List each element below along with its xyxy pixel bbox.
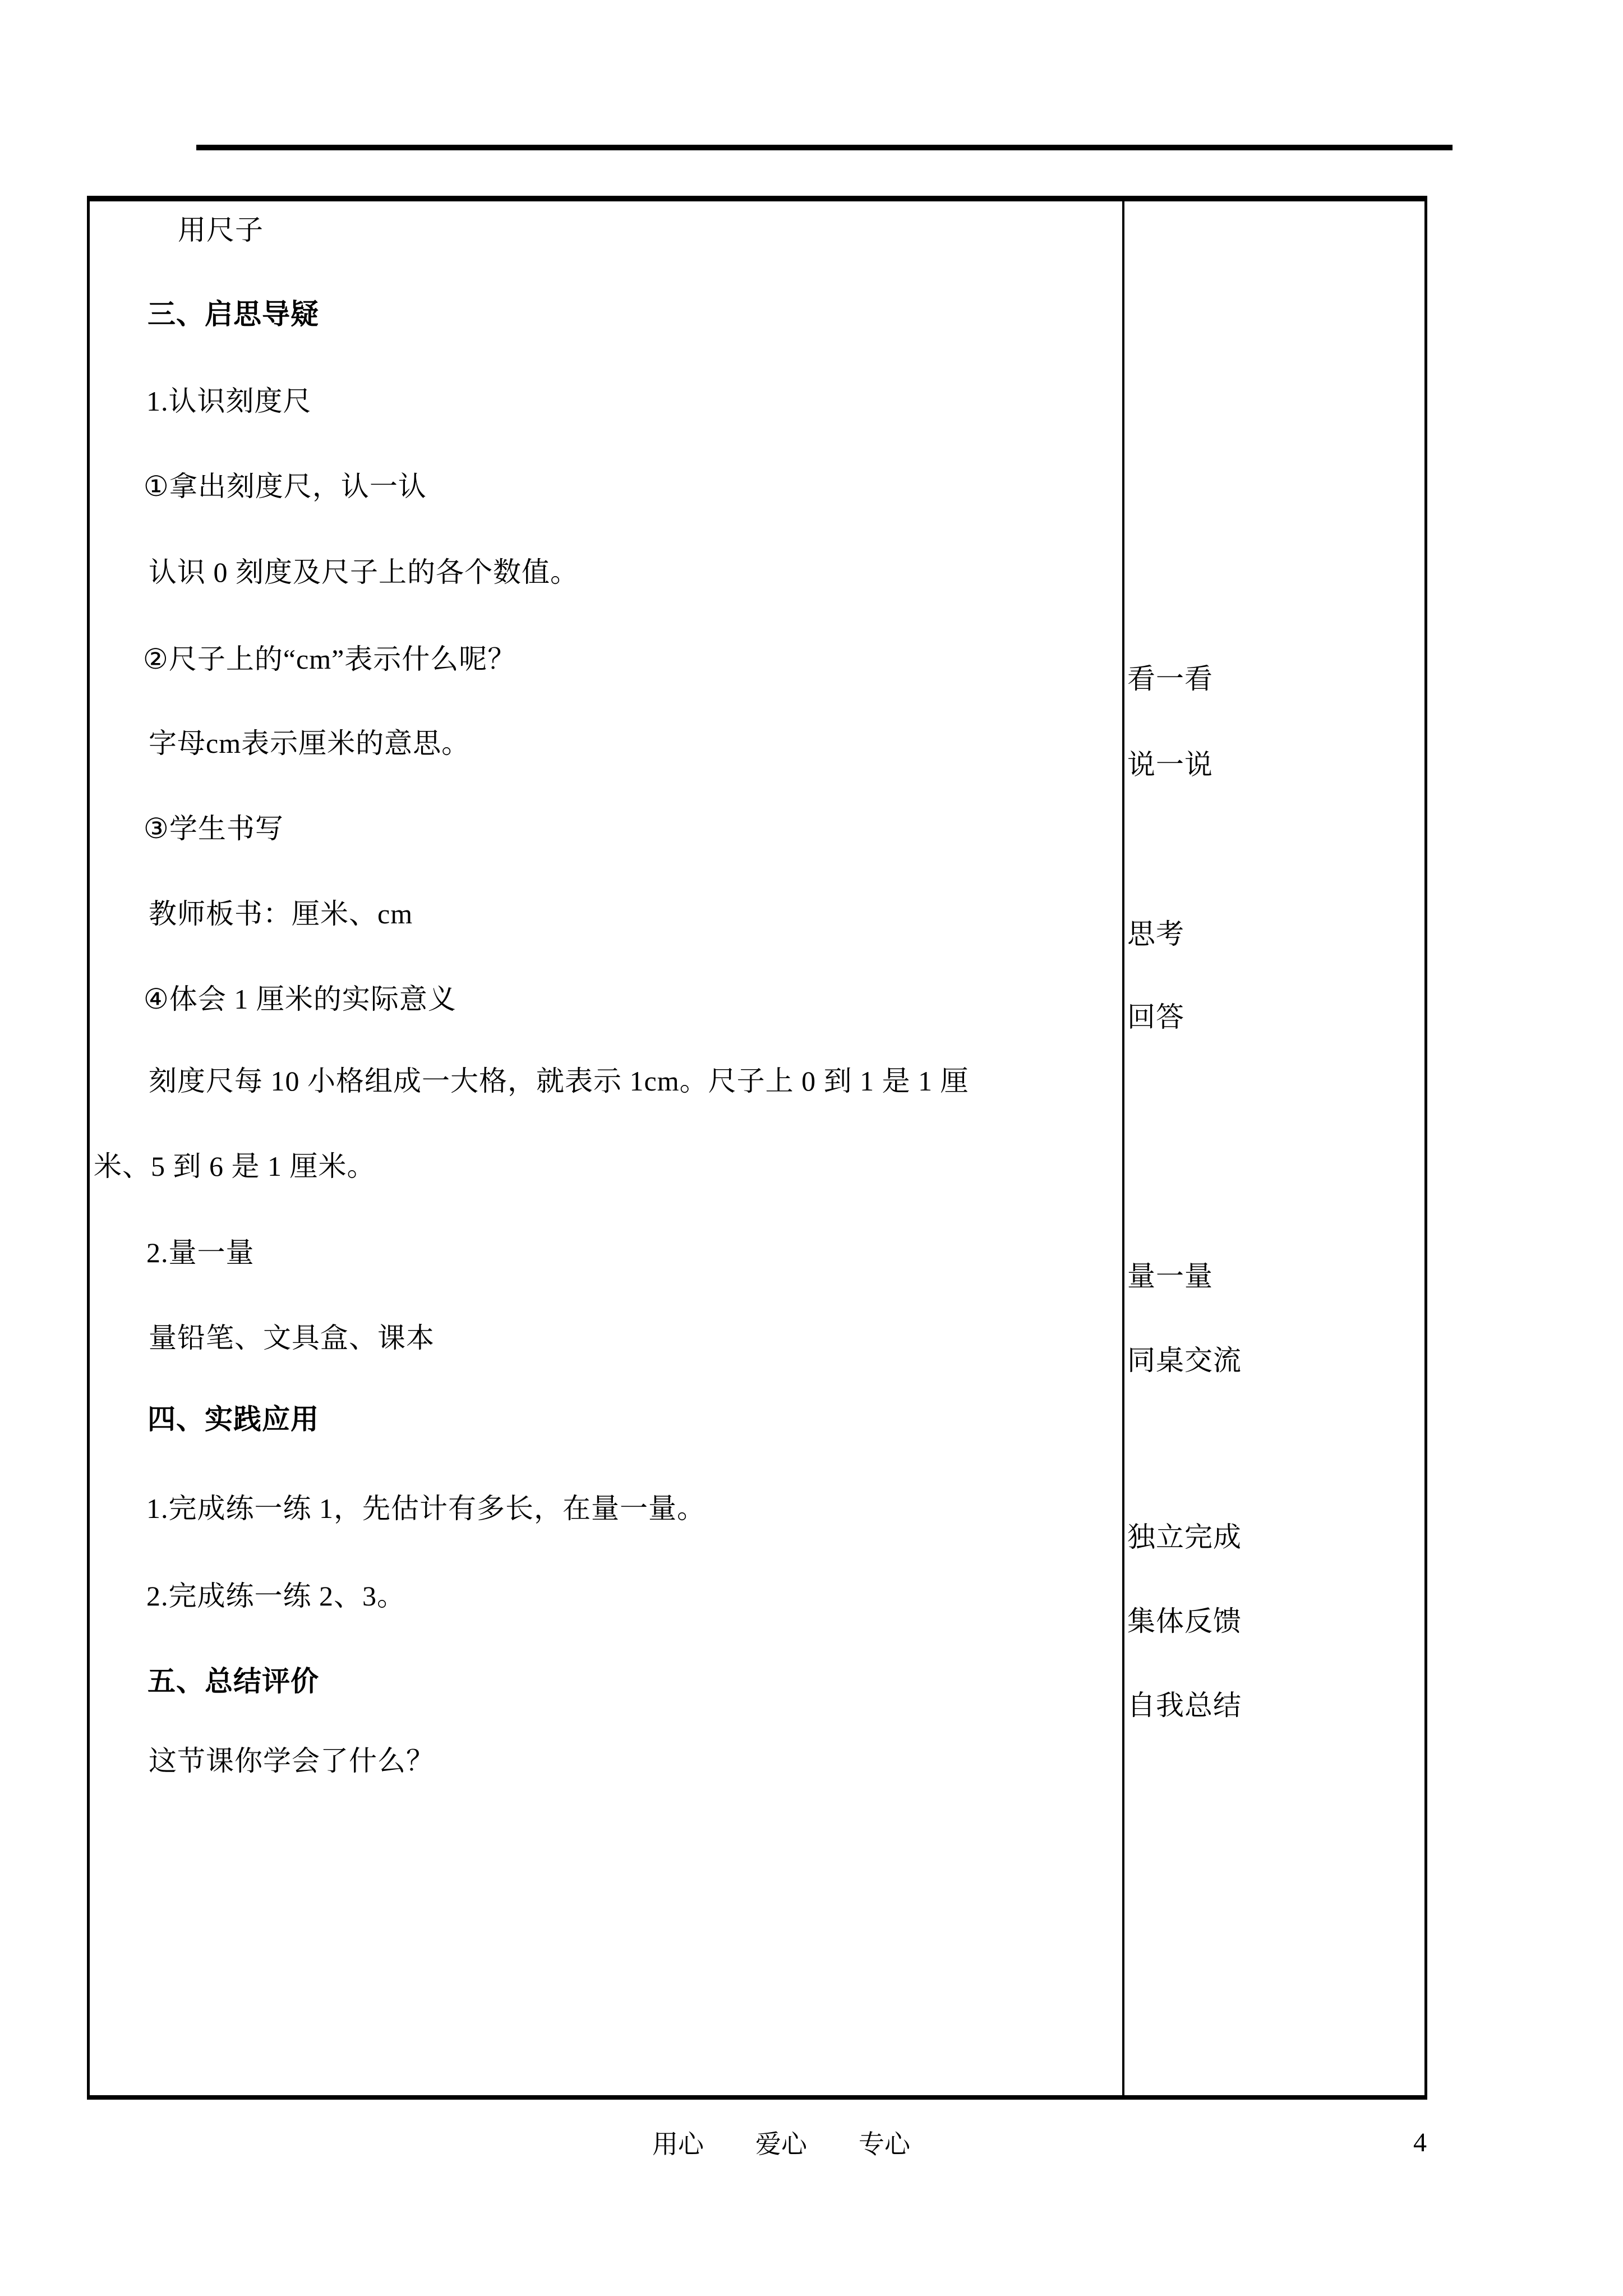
section-heading: 三、启思导疑 <box>147 298 319 330</box>
student-activity-line: 自我总结 <box>1127 1690 1242 1721</box>
lesson-step-line: 这节课你学会了什么？ <box>149 1745 435 1777</box>
lesson-step-line: 用尺子 <box>178 214 264 246</box>
student-activity-line: 说一说 <box>1127 749 1213 780</box>
table-column-divider <box>1122 197 1124 2098</box>
student-activity-line: 集体反馈 <box>1127 1605 1242 1637</box>
section-heading: 五、总结评价 <box>147 1665 319 1697</box>
lesson-step-line: 1.完成练一练 1，先估计有多长，在量一量。 <box>146 1493 706 1524</box>
section-heading: 四、实践应用 <box>147 1404 319 1435</box>
lesson-step-line: 认识 0 刻度及尺子上的各个数值。 <box>149 556 579 588</box>
lesson-step-line: ④体会 1 厘米的实际意义 <box>144 983 457 1015</box>
lesson-step-line: 刻度尺每 10 小格组成一大格，就表示 1cm。尺子上 0 到 1 是 1 厘 <box>149 1065 969 1097</box>
lesson-step-line: ③学生书写 <box>144 813 284 844</box>
header-rule <box>196 145 1453 150</box>
footer-motto: 用心 爱心 专心 <box>652 2130 910 2159</box>
student-activity-line: 同桌交流 <box>1127 1345 1242 1376</box>
student-activity-line: 看一看 <box>1127 663 1213 694</box>
student-activity-line: 量一量 <box>1127 1260 1213 1292</box>
lesson-step-line: 教师板书：厘米、cm <box>149 898 413 930</box>
lesson-step-line: ①拿出刻度尺，认一认 <box>144 471 427 502</box>
student-activity-line: 回答 <box>1127 1001 1184 1033</box>
lesson-step-line: 米、5 到 6 是 1 厘米。 <box>94 1151 376 1182</box>
lesson-step-line: 2.量一量 <box>146 1237 255 1268</box>
page-number: 4 <box>1413 2128 1427 2157</box>
lesson-step-line: 2.完成练一练 2、3。 <box>146 1580 405 1612</box>
lesson-step-line: 量铅笔、文具盒、课本 <box>149 1322 435 1354</box>
lesson-step-line: 1.认识刻度尺 <box>146 385 312 417</box>
student-activity-line: 独立完成 <box>1127 1521 1242 1553</box>
lesson-step-line: ②尺子上的“cm”表示什么呢？ <box>143 643 517 675</box>
student-activity-line: 思考 <box>1127 918 1184 950</box>
lesson-step-line: 字母cm表示厘米的意思。 <box>149 728 471 759</box>
